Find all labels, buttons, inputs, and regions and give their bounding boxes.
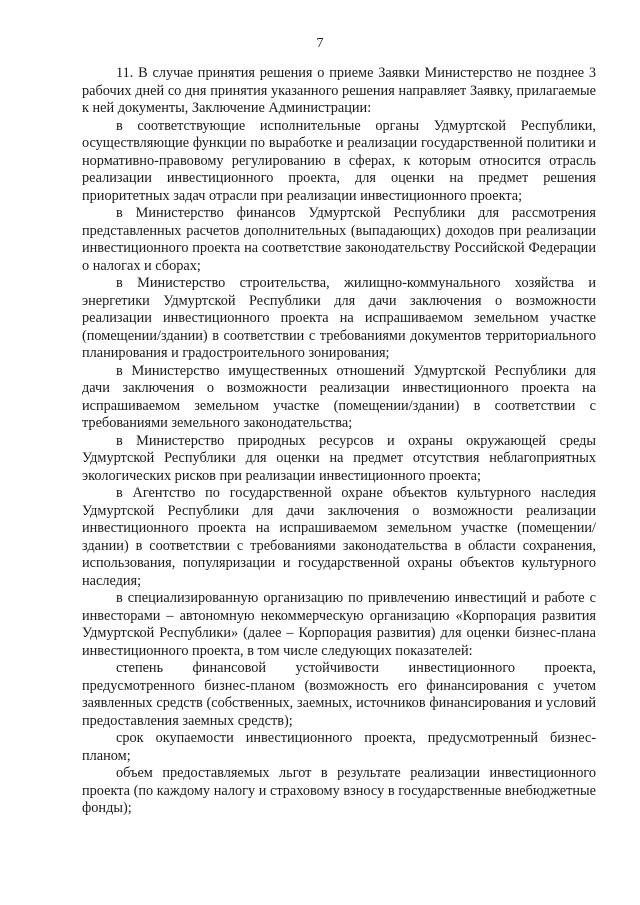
paragraph-ministry-construction: в Министерство строительства, жилищно-коммунального хозяйства и энергетики Удмуртской Республики для дачи заключения о возможности реализации инвестиционного проекта на испрашиваемом земельном участке (помещении/здании) в соответствии с требованиями документов территориального планирования и градостроительного зонирования; xyxy=(82,275,596,361)
paragraph-financial-stability: степень финансовой устойчивости инвестиционного проекта, предусмотренного бизнес-планом (возможность его финансирования с учетом заявленных средств (собственных, заемных, источников финансирования и условий предоставления заемных средств); xyxy=(82,660,596,729)
paragraph-executive-bodies: в соответствующие исполнительные органы Удмуртской Республики, осуществляющие функции по выработке и реализации государственной политики и нормативно-правовому регулированию в сферах, к которым относится отрасль реализации инвестиционного проекта, для оценки на предмет решения приоритетных задач отрасли при реализации инвестиционного проекта; xyxy=(82,117,596,204)
paragraph-ministry-finance: в Министерство финансов Удмуртской Республики для рассмотрения представленных расчетов дополнительных (выпадающих) доходов при реализации инвестиционного проекта на соответствие законодательству Российской Федерации о налогах и сборах; xyxy=(82,205,596,274)
paragraph-development-corporation: в специализированную организацию по привлечению инвестиций и работе с инвесторами – автономную некоммерческую организацию «Корпорация развития Удмуртской Республики» (далее – Корпорация развития) для оценки бизнес-плана инвестиционного проекта, в том числе следующих показателей: xyxy=(82,590,596,659)
paragraph-ministry-natural-resources: в Министерство природных ресурсов и охраны окружающей среды Удмуртской Республики для оценки на предмет отсутствия неблагоприятных экологических рисков при реализации инвестиционного проекта; xyxy=(82,432,596,484)
paragraph-item-11-intro: 11. В случае принятия решения о приеме Заявки Министерство не позднее 3 рабочих дней со дня принятия указанного решения направляет Заявку, прилагаемые к ней документы, Заключение Администрации: xyxy=(82,65,596,116)
page-number: 7 xyxy=(316,36,324,51)
paragraph-benefits-volume: объем предоставляемых льгот в результате реализации инвестиционного проекта (по каждому налогу и страховому взносу в государственные внебюджетные фонды); xyxy=(82,765,596,816)
paragraph-agency-cultural-heritage: в Агентство по государственной охране объектов культурного наследия Удмуртской Республики для дачи заключения о возможности реализации инвестиционного проекта на испрашиваемом земельном участке (помещении/здании) в соответствии с требованиями законодательства в области сохранения, использования, популяризации и государственной охраны объектов культурного наследия; xyxy=(82,485,596,589)
paragraph-payback-period: срок окупаемости инвестиционного проекта, предусмотренный бизнес-планом; xyxy=(82,730,596,764)
document-body xyxy=(82,65,596,818)
paragraph-ministry-property: в Министерство имущественных отношений Удмуртской Республики для дачи заключения о возможности реализации инвестиционного проекта на испрашиваемом земельном участке (помещении/здании) в соответствии с требованиями земельного законодательства; xyxy=(82,362,596,431)
